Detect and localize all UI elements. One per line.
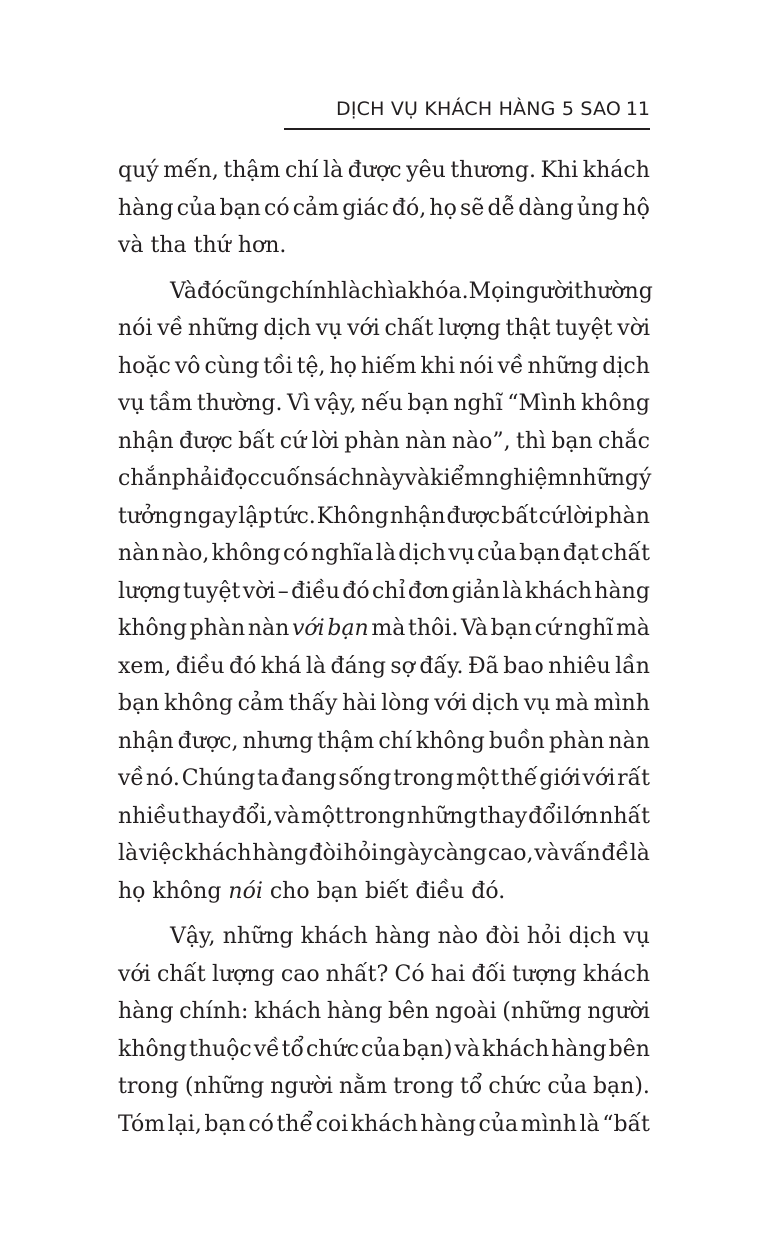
text-line: hàng của bạn có cảm giác đó, họ sẽ dễ dàng ủng hộ [118, 195, 650, 221]
text-line: xem, điều đó khá là đáng sợ đấy. Đã bao nhiêu lần [118, 653, 650, 679]
body-text [118, 152, 653, 1143]
text-line: Và đó cũng chính là chìa khóa. Mọi người thường [170, 278, 653, 304]
text-line: không thuộc về tổ chức của bạn) và khách hàng bên [118, 1036, 650, 1062]
paragraph [118, 273, 653, 911]
text-line: và tha thứ hơn. [118, 233, 287, 258]
text-line: quý mến, thậm chí là được yêu thương. Khi khách [118, 158, 650, 183]
text-line: không phàn nàn với bạn mà thôi. Và bạn cứ nghĩ mà [118, 616, 650, 641]
paragraph [118, 152, 650, 265]
text-line: nói về những dịch vụ với chất lượng thật tuyệt vời [118, 316, 650, 341]
text-line: hoặc vô cùng tồi tệ, họ hiếm khi nói về những dịch [118, 353, 650, 379]
text-line: tưởng ngay lập tức. Không nhận được bất cứ lời phàn [118, 503, 650, 529]
text-line: nhận được, nhưng thậm chí không buồn phàn nàn [118, 728, 650, 754]
running-header-title: DỊCH VỤ KHÁCH HÀNG 5 SAO [336, 98, 621, 120]
text-line: về nó. Chúng ta đang sống trong một thế giới với rất [118, 766, 650, 791]
text-line: chắn phải đọc cuốn sách này và kiểm nghiệm những ý [118, 466, 652, 491]
text-line: trong (những người nằm trong tổ chức của bạn). [118, 1074, 650, 1099]
text-line: Tóm lại, bạn có thể coi khách hàng của mình là “bất [118, 1111, 650, 1137]
text-line: bạn không cảm thấy hài lòng với dịch vụ mà mình [118, 691, 650, 716]
paragraph [118, 918, 650, 1143]
text-line: nàn nào, không có nghĩa là dịch vụ của bạn đạt chất [118, 541, 650, 566]
text-line: nhiều thay đổi, và một trong những thay đổi lớn nhất [118, 803, 650, 829]
page-number: 11 [625, 98, 650, 120]
text-line: với chất lượng cao nhất? Có hai đối tượng khách [118, 961, 650, 987]
text-line: họ không nói cho bạn biết điều đó. [118, 878, 506, 904]
text-line: hàng chính: khách hàng bên ngoài (những người [118, 999, 650, 1024]
text-line: là việc khách hàng đòi hỏi ngày càng cao, và vấn đề là [118, 841, 650, 866]
text-line: Vậy, những khách hàng nào đòi hỏi dịch vụ [170, 924, 650, 949]
running-header [284, 92, 650, 130]
text-line: lượng tuyệt vời – điều đó chỉ đơn giản là khách hàng [118, 578, 650, 604]
text-line: nhận được bất cứ lời phàn nàn nào”, thì bạn chắc [118, 428, 650, 454]
text-line: vụ tầm thường. Vì vậy, nếu bạn nghĩ “Mình không [118, 391, 650, 416]
